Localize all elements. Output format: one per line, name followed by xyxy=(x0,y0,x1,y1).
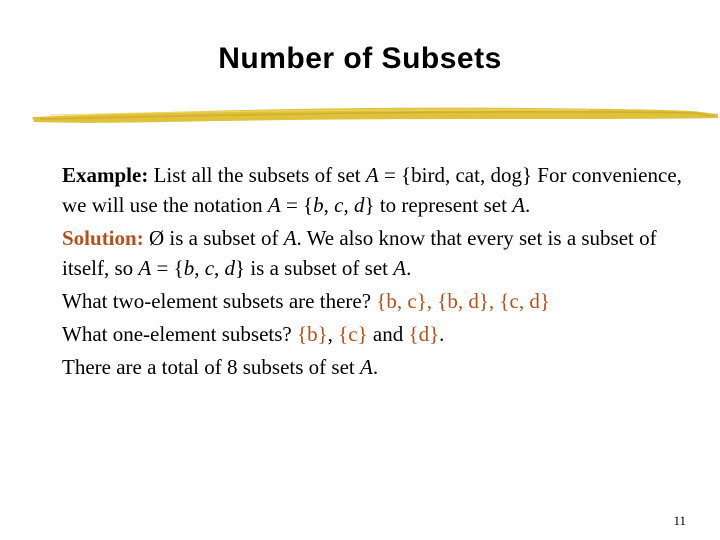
title-underline-brushstroke xyxy=(30,100,720,130)
two-element-sets: {b, c}, {b, d}, {c, d} xyxy=(376,289,550,313)
slide-body xyxy=(62,160,682,385)
total-line: There are a total of 8 subsets of set A. xyxy=(62,355,379,379)
example-label: Example: xyxy=(62,163,149,187)
slide-title: Number of Subsets xyxy=(218,42,502,75)
one-element-line: What one-element subsets? {b}, {c} and {d}. xyxy=(62,322,445,346)
solution-label: Solution: xyxy=(62,226,144,250)
solution-paragraph: Solution: Ø is a subset of A. We also know that every set is a subset of itself, so A = {b, c, d} is a subset of set A. xyxy=(62,226,657,280)
page-number: 11 xyxy=(673,513,686,528)
example-paragraph: Example: List all the subsets of set A = {bird, cat, dog} For convenience, we will use the notation A = {b, c, d} to represent set A. xyxy=(62,163,682,217)
two-element-line: What two-element subsets are there? {b, c}, {b, d}, {c, d} xyxy=(62,289,550,313)
